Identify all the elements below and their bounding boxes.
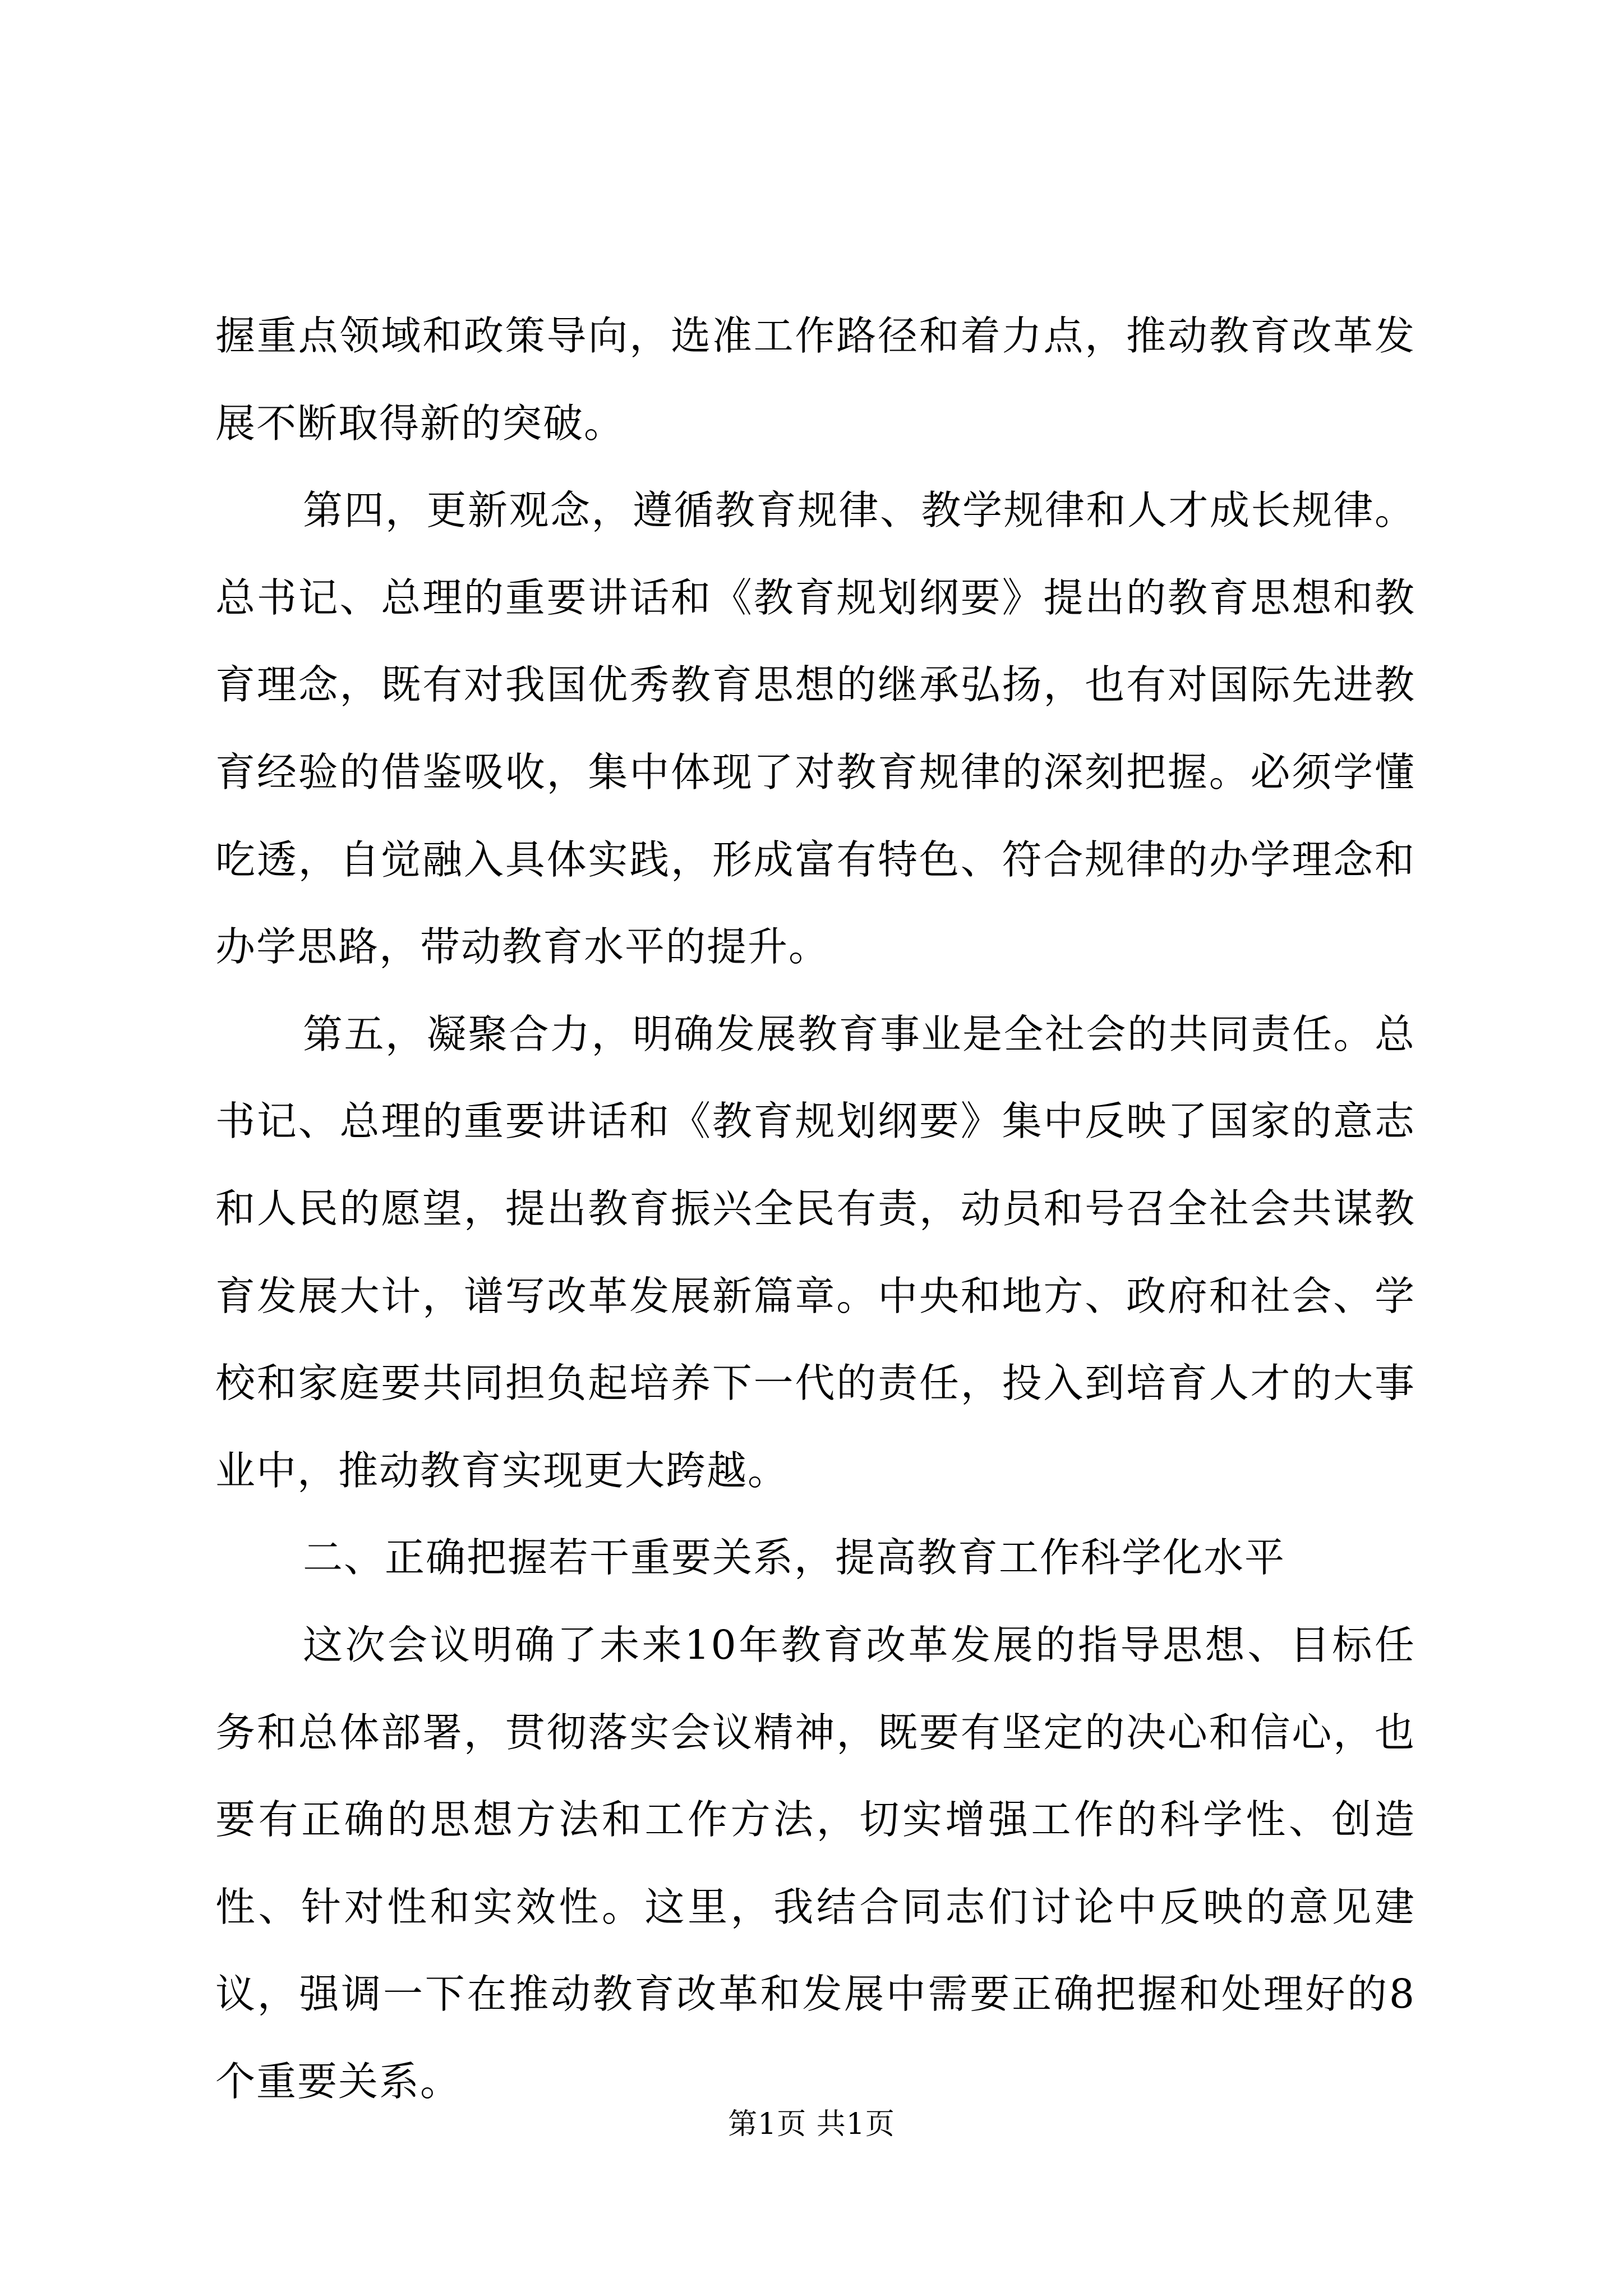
document-body (215, 292, 1415, 2125)
paragraph-point-four: 第四，更新观念，遵循教育规律、教学规律和人才成长规律。总书记、总理的重要讲话和《教育规划纲要》提出的教育思想和教育理念，既有对我国优秀教育思想的继承弘扬，也有对国际先进教育经验的借鉴吸收，集中体现了对教育规律的深刻把握。必须学懂吃透，自觉融入具体实践，形成富有特色、符合规律的办学理念和办学思路，带动教育水平的提升。 (215, 487, 1415, 970)
page-footer: 第1页 共1页 (728, 2108, 895, 2141)
paragraph-continuation: 握重点领域和政策导向，选准工作路径和着力点，推动教育改革发展不断取得新的突破。 (215, 312, 1415, 447)
paragraph-point-five: 第五，凝聚合力，明确发展教育事业是全社会的共同责任。总书记、总理的重要讲话和《教育规划纲要》集中反映了国家的意志和人民的愿望，提出教育振兴全民有责，动员和号召全社会共谋教育发展大计，谱写改革发展新篇章。中央和地方、政府和社会、学校和家庭要共同担负起培养下一代的责任，投入到培育人才的大事业中，推动教育实现更大跨越。 (215, 1010, 1415, 1494)
section-heading: 二、正确把握若干重要关系，提高教育工作科学化水平 (303, 1534, 1286, 1581)
paragraph-meeting-summary: 这次会议明确了未来10年教育改革发展的指导思想、目标任务和总体部署，贯彻落实会议精神，既要有坚定的决心和信心，也要有正确的思想方法和工作方法，切实增强工作的科学性、创造性、针对性和实效性。这里，我结合同志们讨论中反映的意见建议，强调一下在推动教育改革和发展中需要正确把握和处理好的8个重要关系。 (215, 1621, 1415, 2105)
